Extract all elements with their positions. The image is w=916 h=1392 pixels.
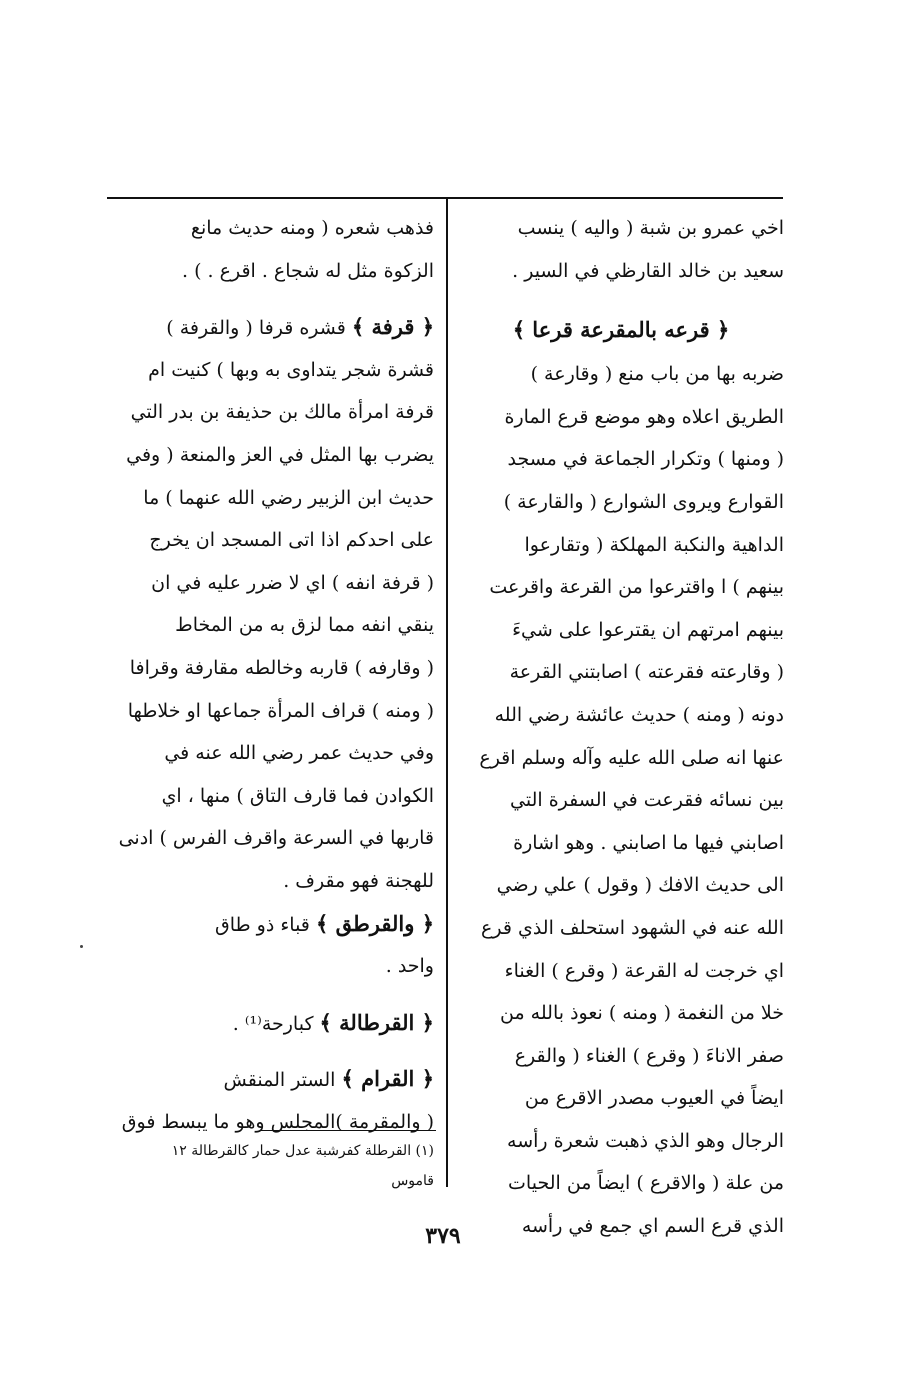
text-line: من علة ( والاقرع ) ايضاً من الحيات xyxy=(508,1172,784,1195)
text-line: بينهم امرتهم ان يقترعوا على شيءَ xyxy=(512,618,784,641)
entry-text: الستر المنقش xyxy=(223,1069,336,1092)
entry-heading: ﴿ القرطالة ﴾ xyxy=(319,1009,434,1035)
entry-first-line xyxy=(108,306,434,349)
text-line: ( وقارفه ) قاربه وخالطه مقارفة وقرافا xyxy=(129,656,434,679)
text-line: اخي عمرو بن شبة ( واليه ) ينسب xyxy=(517,217,784,239)
spacer xyxy=(108,988,434,1002)
entry-first-line xyxy=(108,1002,434,1045)
column-divider xyxy=(446,199,448,1187)
text-line: صفر الاناءَ ( وقرع ) الغناء ( والقرع xyxy=(514,1044,784,1067)
spacer xyxy=(108,292,434,306)
text-line: عنها انه صلى الله عليه وآله وسلم اقرع xyxy=(479,746,784,769)
text-line: الزكوة مثل له شجاع . اقرع . ) . xyxy=(182,259,434,282)
text-line: قاربها في السرعة واقرف الفرس ) ادنى xyxy=(118,827,434,850)
text-line: ( قرفة انفه ) اي لا ضرر عليه في ان xyxy=(151,571,434,594)
text-line: اي خرجت له القرعة ( وقرع ) الغناء xyxy=(504,959,784,982)
text-line: ايضاً في العيوب مصدر الاقرع من xyxy=(524,1087,784,1110)
text-line: ينقي انفه مما لزق به من المخاط xyxy=(175,614,434,637)
footnote xyxy=(108,1136,434,1196)
entry-first-line xyxy=(108,903,434,946)
text-line: ( ومنها ) وتكرار الجماعة في مسجد xyxy=(507,448,784,471)
right-column xyxy=(458,207,784,1248)
text-line: ضربه بها من باب منع ( وقارعة ) xyxy=(530,363,784,386)
text-line: دونه ( ومنه ) حديث عائشة رضي الله xyxy=(494,703,784,726)
entry-text: قشره قرفا ( والقرفة ) xyxy=(166,317,346,340)
text-line: يضرب بها المثل في العز والمنعة ( وفي xyxy=(126,443,434,466)
entry-heading: ﴿ القرام ﴾ xyxy=(341,1066,434,1092)
footnote-line: قاموس xyxy=(391,1173,434,1189)
entry-heading: ﴿ قرعه بالمقرعة قرعا ﴾ xyxy=(512,317,730,343)
text-line: الطريق اعلاه وهو موضع قرع المارة xyxy=(504,405,784,428)
text-line: ( وقارعته فقرعته ) اصابتني القرعة xyxy=(509,661,784,684)
entry-text: قباء ذو طاق xyxy=(214,913,310,936)
text-line: خلا من النغمة ( ومنه ) نعوذ بالله من xyxy=(500,1002,784,1025)
footnote-rule xyxy=(260,1130,436,1131)
left-column xyxy=(108,207,434,1143)
entry-heading: ﴿ والقرطق ﴾ xyxy=(315,910,434,936)
text-line: بين نسائه فقرعت في السفرة التي xyxy=(510,789,784,812)
top-rule xyxy=(107,197,783,199)
entry-text: كبارحة⁽¹⁾ . xyxy=(232,1012,314,1035)
scan-speck xyxy=(80,945,83,948)
text-line: ( والمقرمة )المجلس وهو ما يبسط فوق xyxy=(121,1110,434,1133)
text-line: سعيد بن خالد القارظي في السير . xyxy=(512,259,784,282)
text-line: وفي حديث عمر رضي الله عنه في xyxy=(164,742,434,765)
text-line: الله عنه في الشهود استحلف الذي قرع xyxy=(481,916,784,939)
text-line: اصابني فيها ما اصابني . وهو اشارة xyxy=(513,831,784,854)
text-line: للهجنة فهو مقرف . xyxy=(283,869,434,892)
spacer xyxy=(458,292,784,306)
entry-first-line xyxy=(108,1058,434,1101)
footnote-line: (١) القرطلة كفرشبة عدل حمار كالقرطالة ١٢ xyxy=(171,1143,434,1159)
text-line: حديث ابن الزبير رضي الله عنهما ) ما xyxy=(143,486,434,509)
text-line: على احدكم اذا اتى المسجد ان يخرج xyxy=(149,529,434,552)
text-line: الذي قرع السم اي جمع في رأسه xyxy=(521,1215,784,1238)
text-line: قشرة شجر يتداوى به وبها ) كنيت ام xyxy=(148,358,434,381)
text-line: ( ومنه ) قراف المرأة جماعها او خلاطها xyxy=(127,699,434,722)
text-line: قرفة امرأة مالك بن حذيفة بن بدر التي xyxy=(130,401,434,424)
text-line: الى حديث الافك ( وقول ) علي رضي xyxy=(496,874,784,897)
page-number: ٣٧٩ xyxy=(425,1223,461,1249)
text-line: واحد . xyxy=(385,955,434,978)
text-line: القوارع ويروى الشوارع ( والقارعة ) xyxy=(503,490,784,513)
text-line: بينهم ) ا واقترعوا من القرعة واقرعت xyxy=(489,576,784,599)
text-line: الكوادن فما قارف التاق ) منها ، اي xyxy=(161,784,434,807)
spacer xyxy=(108,1044,434,1058)
entry-heading: ﴿ قرفة ﴾ xyxy=(351,314,434,340)
text-line: الداهية والنكبة المهلكة ( وتقارعوا xyxy=(524,533,784,556)
text-line: الرجال وهو الذي ذهبت شعرة رأسه xyxy=(507,1129,784,1152)
text-line: فذهب شعره ( ومنه حديث مانع xyxy=(190,217,434,239)
